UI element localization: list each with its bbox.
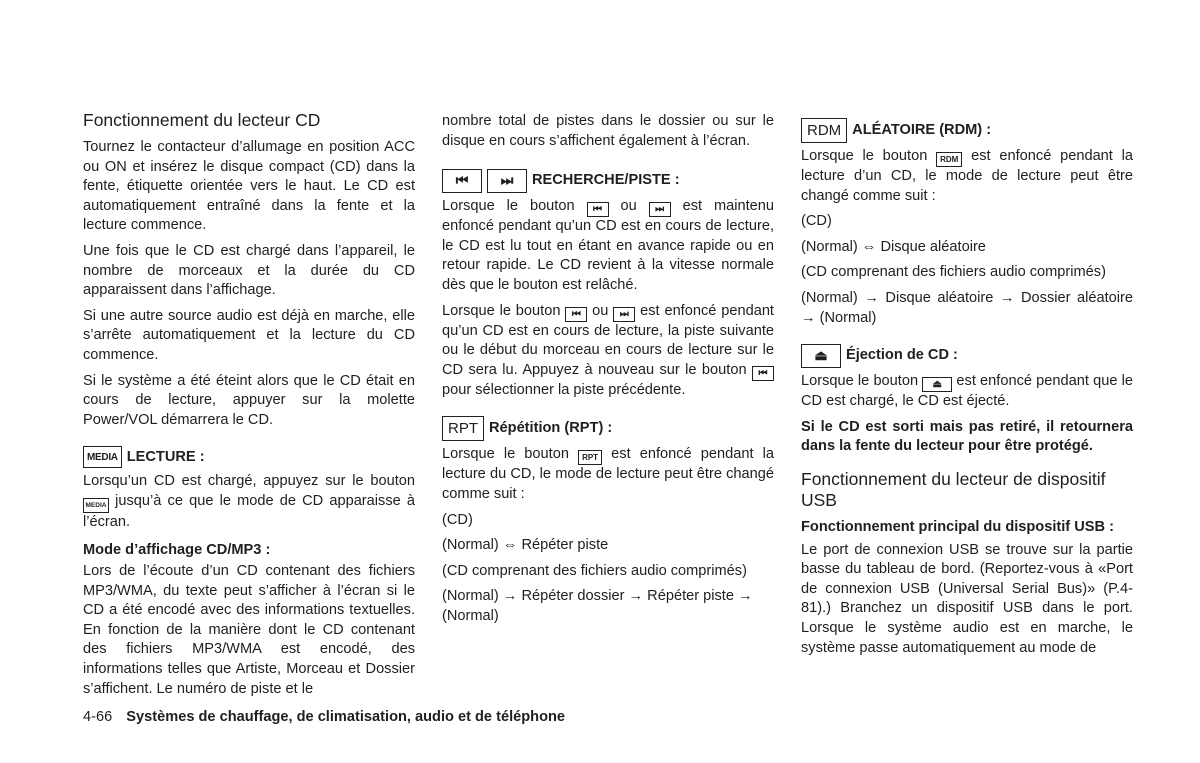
list-line: (Normal) ⇔ Répéter piste — [442, 537, 609, 554]
text: est enfoncé pendant la lecture du CD, le mode de lecture peut être changé comme suit : — [442, 446, 774, 502]
paragraph: Le port de connexion USB se trouve sur la partie basse du tableau de bord. (Reportez-vous à «Port de connexion USB (Universal Serial Bus)» (P.4-81).) Branchez un dispositif USB dans le port. Lorsque le système audio est en marche, le système passe automatiquement au mode de — [801, 541, 1133, 656]
section-heading-usb: Fonctionnement du lecteur de dispositif USB — [801, 468, 1106, 510]
column-left — [83, 110, 415, 705]
paragraph: Si une autre source audio est déjà en marche, elle s’arrête automatiquement et la lecture du CD commence. — [83, 307, 415, 363]
list-line: (CD comprenant des fichiers audio comprimés) — [442, 562, 747, 579]
text: Lorsqu’un CD est chargé, appuyez sur le bouton — [83, 473, 415, 490]
list-line: (CD) — [442, 511, 473, 528]
list-line: (Normal) ⇔ Disque aléatoire — [801, 238, 986, 255]
chapter-title: Systèmes de chauffage, de climatisation, audio et de téléphone — [126, 709, 566, 725]
rpt-button-icon: RPT — [578, 450, 602, 465]
rdm-heading-row — [801, 118, 1133, 143]
paragraph: Lors de l’écoute d’un CD contenant des fichiers MP3/WMA, du texte peut s’afficher à l’écran si le CD a été encodé avec des informations textuelles. En fonction de la manière dont le CD contenant des fichiers MP3/WMA est encodé, des informations telles que Artiste, Morceau et Dossier s’affichent. Le numéro de piste et le — [83, 563, 415, 697]
lecture-heading-row — [83, 446, 415, 468]
media-button-icon: MEDIA — [83, 446, 122, 468]
text: est enfoncé pendant qu’un CD est en cours de lecture, la piste suivante ou le début du morceau en cours de lecture sur le CD sera lu. Appuyez à nouveau sur le bouton — [442, 302, 774, 378]
usb-subheading: Fonctionnement principal du dispositif USB : — [801, 518, 1114, 535]
text: est enfoncé pendant que le CD est chargé, le CD est éjecté. — [801, 373, 1133, 410]
column-middle — [442, 112, 774, 633]
eject-heading: Éjection de CD : — [846, 347, 958, 364]
eject-icon: ⏏ — [801, 344, 841, 368]
previous-track-icon: ⏮ — [442, 169, 482, 193]
list-line: (CD comprenant des fichiers audio comprimés) — [801, 264, 1106, 281]
eject-warning: Si le CD est sorti mais pas retiré, il retournera dans la fente du lecteur pour être protégé. — [801, 418, 1133, 455]
search-paragraph-1 — [442, 197, 774, 295]
search-heading-row — [442, 169, 774, 193]
rpt-heading: Répétition (RPT) : — [489, 420, 613, 437]
rpt-paragraph — [442, 445, 774, 504]
mode-heading: Mode d’affichage CD/MP3 : — [83, 541, 271, 558]
next-track-icon: ⏭ — [613, 307, 635, 322]
rdm-button-icon: RDM — [936, 152, 962, 167]
rdm-button-icon: RDM — [801, 118, 847, 143]
text: ou — [592, 302, 609, 319]
list-line: (Normal) → Répéter dossier → Répéter piste → (Normal) — [442, 588, 753, 624]
text: est enfoncé pendant la lecture d’un CD, le mode de lecture peut être changé comme suit : — [801, 148, 1133, 204]
previous-track-icon: ⏮ — [565, 307, 587, 322]
rdm-paragraph — [801, 147, 1133, 206]
next-track-icon: ⏭ — [487, 169, 527, 193]
page-footer — [83, 709, 565, 725]
text: ou — [620, 198, 637, 215]
paragraph: Une fois que le CD est chargé dans l’appareil, le nombre de morceaux et la durée du CD apparaissent dans l’affichage. — [83, 242, 415, 299]
eject-heading-row — [801, 344, 1133, 368]
text: Lorsque le bouton — [801, 148, 928, 164]
next-track-icon: ⏭ — [649, 202, 671, 217]
search-heading: RECHERCHE/PISTE : — [532, 172, 680, 189]
paragraph: Tournez le contacteur d’allumage en position ACC ou ON et insérez le disque compact (CD) dans la fente, étiquette orientée vers le haut. Le CD est automatiquement entraîné dans la fente et la lecture commence. — [83, 139, 415, 234]
page-number: 4-66 — [83, 709, 113, 725]
text: Lorsque le bouton — [442, 302, 561, 319]
lecture-heading: LECTURE : — [126, 448, 205, 465]
rpt-heading-row — [442, 416, 774, 441]
section-heading-cd: Fonctionnement du lecteur CD — [83, 110, 321, 130]
lecture-paragraph — [83, 472, 415, 532]
list-line: (Normal) → Disque aléatoire → Dossier aléatoire → (Normal) — [801, 289, 1133, 326]
text: pour sélectionner la piste précédente. — [442, 381, 686, 398]
list-line: (CD) — [801, 213, 832, 230]
rpt-button-icon: RPT — [442, 416, 484, 441]
paragraph: nombre total de pistes dans le dossier ou sur le disque en cours s’affichent également à l’écran. — [442, 113, 774, 149]
previous-track-icon: ⏮ — [587, 202, 609, 217]
column-right — [801, 118, 1133, 664]
text: Lorsque le bouton — [801, 373, 919, 390]
previous-track-icon: ⏮ — [752, 366, 774, 381]
rdm-heading: ALÉATOIRE (RDM) : — [852, 121, 992, 138]
text: jusqu’à ce que le mode de CD apparaisse à l’écran. — [83, 492, 415, 530]
eject-paragraph — [801, 372, 1133, 412]
text: Lorsque le bouton — [442, 446, 569, 463]
media-button-icon: MEDIA — [83, 498, 109, 513]
paragraph: Si le système a été éteint alors que le CD était en cours de lecture, appuyer sur la molette Power/VOL démarrera le CD. — [83, 372, 415, 428]
text: Lorsque le bouton — [442, 198, 575, 215]
search-paragraph-2 — [442, 302, 774, 401]
eject-icon: ⏏ — [922, 377, 952, 392]
text: est maintenu enfoncé pendant qu’un CD est en cours de lecture, le CD est lu tout en étant en avance rapide ou en retour rapide. Le CD revient à la vitesse normale dès que le bouton est relâché. — [442, 198, 775, 293]
